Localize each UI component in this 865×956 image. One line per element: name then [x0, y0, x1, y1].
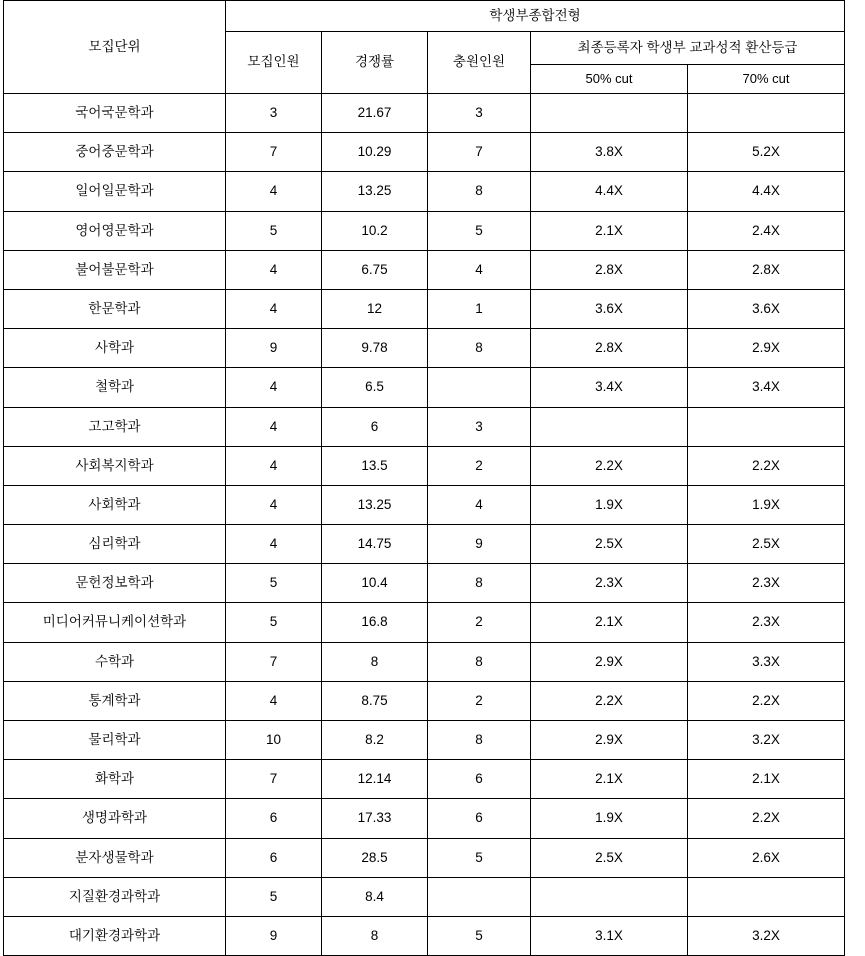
cell-cut50: 2.8X — [531, 329, 688, 368]
cell-ratio: 28.5 — [322, 838, 428, 877]
cell-quota: 3 — [226, 94, 322, 133]
cell-quota: 9 — [226, 916, 322, 955]
cell-unit: 영어영문학과 — [4, 211, 226, 250]
cell-ratio: 6.5 — [322, 368, 428, 407]
cell-cut70: 2.2X — [688, 681, 845, 720]
cell-cut50: 4.4X — [531, 172, 688, 211]
cell-quota: 4 — [226, 681, 322, 720]
cell-quota: 7 — [226, 133, 322, 172]
cell-unit: 분자생물학과 — [4, 838, 226, 877]
table-row — [4, 211, 845, 250]
cell-extra: 7 — [428, 133, 531, 172]
cell-cut50: 2.8X — [531, 250, 688, 289]
cell-quota: 4 — [226, 250, 322, 289]
cell-ratio: 10.4 — [322, 564, 428, 603]
cell-quota: 5 — [226, 877, 322, 916]
cell-unit: 대기환경과학과 — [4, 916, 226, 955]
table-row — [4, 133, 845, 172]
cell-ratio: 12 — [322, 289, 428, 328]
cell-cut70: 2.2X — [688, 446, 845, 485]
cell-quota: 4 — [226, 525, 322, 564]
cell-cut50: 2.1X — [531, 603, 688, 642]
cell-cut70 — [688, 877, 845, 916]
cell-cut50: 2.1X — [531, 211, 688, 250]
cell-extra: 6 — [428, 760, 531, 799]
table-row — [4, 250, 845, 289]
table-header — [4, 1, 845, 94]
table-row — [4, 289, 845, 328]
cell-cut70: 4.4X — [688, 172, 845, 211]
cell-extra: 5 — [428, 838, 531, 877]
cell-unit: 미디어커뮤니케이션학과 — [4, 603, 226, 642]
column-header-cut50: 50% cut — [531, 65, 688, 94]
table-row — [4, 485, 845, 524]
cell-cut70: 2.9X — [688, 329, 845, 368]
cell-quota: 4 — [226, 368, 322, 407]
cell-cut50: 3.1X — [531, 916, 688, 955]
cell-cut50 — [531, 94, 688, 133]
table-row — [4, 877, 845, 916]
cell-extra: 4 — [428, 485, 531, 524]
cell-unit: 철학과 — [4, 368, 226, 407]
cell-extra: 4 — [428, 250, 531, 289]
cell-unit: 생명과학과 — [4, 799, 226, 838]
table-row — [4, 407, 845, 446]
cell-extra: 9 — [428, 525, 531, 564]
admissions-table — [3, 0, 845, 956]
table-row — [4, 760, 845, 799]
cell-extra: 2 — [428, 681, 531, 720]
cell-quota: 10 — [226, 721, 322, 760]
cell-unit: 고고학과 — [4, 407, 226, 446]
cell-cut70: 2.1X — [688, 760, 845, 799]
table-row — [4, 172, 845, 211]
cell-quota: 4 — [226, 446, 322, 485]
cell-cut70: 1.9X — [688, 485, 845, 524]
cell-quota: 6 — [226, 838, 322, 877]
cell-extra: 8 — [428, 329, 531, 368]
cell-unit: 중어중문학과 — [4, 133, 226, 172]
cell-unit: 수학과 — [4, 642, 226, 681]
column-header-converted-grade: 최종등록자 학생부 교과성적 환산등급 — [531, 32, 845, 65]
cell-cut70: 2.6X — [688, 838, 845, 877]
column-header-extra: 충원인원 — [428, 32, 531, 94]
cell-ratio: 12.14 — [322, 760, 428, 799]
cell-cut50: 3.4X — [531, 368, 688, 407]
cell-unit: 화학과 — [4, 760, 226, 799]
cell-cut50: 2.9X — [531, 721, 688, 760]
cell-cut50: 2.2X — [531, 446, 688, 485]
cell-cut70: 3.3X — [688, 642, 845, 681]
cell-extra: 8 — [428, 172, 531, 211]
cell-extra: 5 — [428, 916, 531, 955]
cell-cut70: 2.8X — [688, 250, 845, 289]
table-row — [4, 564, 845, 603]
cell-cut50: 2.2X — [531, 681, 688, 720]
cell-ratio: 13.5 — [322, 446, 428, 485]
cell-unit: 통계학과 — [4, 681, 226, 720]
column-header-unit: 모집단위 — [4, 1, 226, 94]
cell-quota: 4 — [226, 172, 322, 211]
cell-ratio: 10.29 — [322, 133, 428, 172]
cell-extra — [428, 877, 531, 916]
column-header-quota: 모집인원 — [226, 32, 322, 94]
cell-extra: 2 — [428, 603, 531, 642]
table-row — [4, 838, 845, 877]
cell-unit: 일어일문학과 — [4, 172, 226, 211]
column-header-ratio: 경쟁률 — [322, 32, 428, 94]
table-body — [4, 94, 845, 956]
table-row — [4, 94, 845, 133]
cell-cut70: 3.2X — [688, 916, 845, 955]
cell-cut70: 3.2X — [688, 721, 845, 760]
column-header-cut70: 70% cut — [688, 65, 845, 94]
cell-cut50: 3.6X — [531, 289, 688, 328]
cell-ratio: 8.75 — [322, 681, 428, 720]
cell-ratio: 10.2 — [322, 211, 428, 250]
table-row — [4, 603, 845, 642]
cell-quota: 4 — [226, 485, 322, 524]
column-header-track: 학생부종합전형 — [226, 1, 845, 32]
cell-cut50: 2.9X — [531, 642, 688, 681]
table-row — [4, 642, 845, 681]
cell-cut70: 2.4X — [688, 211, 845, 250]
cell-quota: 7 — [226, 642, 322, 681]
cell-extra — [428, 368, 531, 407]
table-header-row-1 — [4, 1, 845, 32]
cell-unit: 문헌정보학과 — [4, 564, 226, 603]
cell-ratio: 16.8 — [322, 603, 428, 642]
cell-unit: 한문학과 — [4, 289, 226, 328]
cell-cut50: 2.5X — [531, 838, 688, 877]
cell-ratio: 8.2 — [322, 721, 428, 760]
cell-ratio: 9.78 — [322, 329, 428, 368]
cell-quota: 4 — [226, 289, 322, 328]
cell-quota: 5 — [226, 564, 322, 603]
cell-cut50: 2.3X — [531, 564, 688, 603]
cell-quota: 7 — [226, 760, 322, 799]
cell-cut70 — [688, 94, 845, 133]
cell-ratio: 6 — [322, 407, 428, 446]
cell-ratio: 14.75 — [322, 525, 428, 564]
cell-extra: 3 — [428, 407, 531, 446]
cell-cut50: 2.1X — [531, 760, 688, 799]
cell-cut70: 3.4X — [688, 368, 845, 407]
cell-ratio: 6.75 — [322, 250, 428, 289]
cell-ratio: 8 — [322, 916, 428, 955]
cell-extra: 8 — [428, 642, 531, 681]
table-row — [4, 916, 845, 955]
cell-quota: 5 — [226, 211, 322, 250]
cell-extra: 8 — [428, 721, 531, 760]
table-row — [4, 721, 845, 760]
cell-unit: 심리학과 — [4, 525, 226, 564]
cell-unit: 사학과 — [4, 329, 226, 368]
cell-unit: 국어국문학과 — [4, 94, 226, 133]
table-row — [4, 799, 845, 838]
cell-unit: 물리학과 — [4, 721, 226, 760]
cell-cut70: 2.5X — [688, 525, 845, 564]
cell-cut50: 2.5X — [531, 525, 688, 564]
cell-unit: 사회학과 — [4, 485, 226, 524]
table-row — [4, 525, 845, 564]
cell-cut70: 2.3X — [688, 603, 845, 642]
table-row — [4, 446, 845, 485]
cell-ratio: 17.33 — [322, 799, 428, 838]
cell-cut50 — [531, 407, 688, 446]
cell-ratio: 13.25 — [322, 172, 428, 211]
cell-cut70: 5.2X — [688, 133, 845, 172]
cell-quota: 6 — [226, 799, 322, 838]
cell-extra: 1 — [428, 289, 531, 328]
cell-quota: 5 — [226, 603, 322, 642]
cell-quota: 4 — [226, 407, 322, 446]
cell-unit: 불어불문학과 — [4, 250, 226, 289]
cell-cut50: 3.8X — [531, 133, 688, 172]
table-row — [4, 681, 845, 720]
cell-ratio: 13.25 — [322, 485, 428, 524]
cell-ratio: 8 — [322, 642, 428, 681]
cell-cut70: 2.2X — [688, 799, 845, 838]
cell-cut70: 3.6X — [688, 289, 845, 328]
cell-extra: 5 — [428, 211, 531, 250]
cell-cut50: 1.9X — [531, 799, 688, 838]
cell-extra: 2 — [428, 446, 531, 485]
cell-cut50 — [531, 877, 688, 916]
cell-cut50: 1.9X — [531, 485, 688, 524]
cell-ratio: 21.67 — [322, 94, 428, 133]
cell-unit: 지질환경과학과 — [4, 877, 226, 916]
cell-extra: 6 — [428, 799, 531, 838]
cell-extra: 8 — [428, 564, 531, 603]
cell-quota: 9 — [226, 329, 322, 368]
cell-cut70: 2.3X — [688, 564, 845, 603]
table-row — [4, 368, 845, 407]
cell-ratio: 8.4 — [322, 877, 428, 916]
cell-unit: 사회복지학과 — [4, 446, 226, 485]
cell-cut70 — [688, 407, 845, 446]
cell-extra: 3 — [428, 94, 531, 133]
table-row — [4, 329, 845, 368]
